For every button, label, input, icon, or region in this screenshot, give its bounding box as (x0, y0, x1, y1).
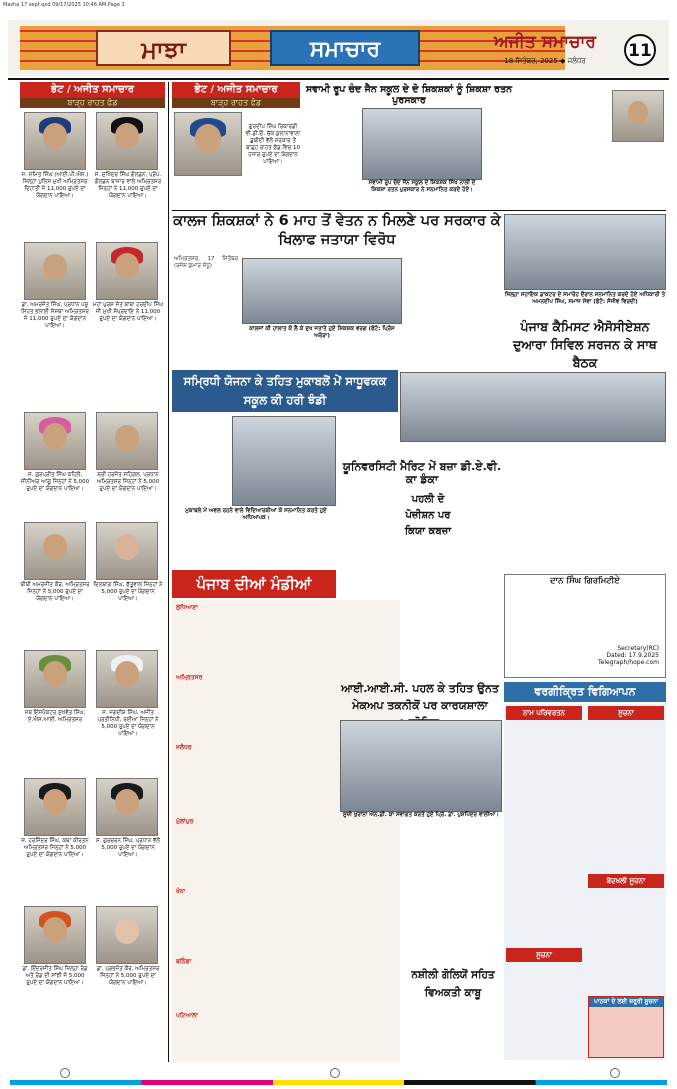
suchna-header: ਸੂਚਨਾ (588, 706, 664, 720)
paper-label: ਅਜੀਤ ਸਮਾਚਾਰ (74, 84, 135, 95)
pharma-headline: ਪੰਜਾਬ ਕੈਮਿਸਟ ਐਸੋਸੀਏਸ਼ਨ ਦੁਆਰਾ ਸਿਵਿਲ ਸਰਜਨ ਕੇ ਸਾਥ ਬੈਠਕ (513, 319, 657, 370)
registration-mark (610, 1068, 620, 1078)
dateline-separator: ◆ (560, 57, 568, 65)
flood-fund-subtitle: ਬਾੜ੍ਹ ਰਾਹਤ ਫੰਡ (172, 98, 300, 108)
market-name: ਮੁੱਲਾਂਪੁਰ (176, 818, 194, 825)
article-body (406, 256, 500, 368)
mandian-title: ਪੰਜਾਬ ਦੀਆਂ ਮੰਡੀਆਂ (172, 570, 336, 598)
market-name: ਅਮ੍ਰਿਤਸਰ (176, 674, 203, 681)
university-pull-quote: ਪਹਲੀ ਦੋ ਪੋਜ਼ੀਸ਼ਨ ਪਰ ਕਿਯਾ ਕਬਜ਼ਾ (404, 494, 452, 537)
color-calibration-bar (10, 1080, 667, 1085)
donor-photo (96, 906, 158, 964)
classified-body (506, 722, 582, 896)
donor-photo (96, 112, 158, 170)
donor-caption: ਬੀਬੀ ਅਮਰਜੀਤ ਕੌਰ, ਅਮ੍ਰਿਤਸਰ ਜਿਨ੍ਹਾਂ ਨੇ 5,000 ਰੁਪਏ ਦਾ ਯੋਗਦਾਨ ਪਾਇਆ। (20, 582, 90, 602)
donor-caption: ਗੁਰਦੀਪ ਸਿੰਘ ਰਿਕਾਰਡੀ ਵੀ.ਡੀ.ਓ. ਚੱਕ ਕੁਲਾਨਾਵਾਲਾ ਡੁਬੀਦੀ ਵੱਲੋਂ ਸਰਕਾਰ ਤੋਂ ਬਾਡ਼੍ਹ ਰਾਹਤ ਫੰਡ ਵਿਚ 10 ਹਜ਼ਾਰ ਰੁਪਏ ਦਾ ਯੋਗਦਾਨ ਪਾਇਆ। (245, 124, 301, 165)
article-body (404, 824, 452, 964)
article-body (242, 344, 402, 368)
section-rule (172, 210, 666, 211)
market-name: ਪਟਿਆਲਾ (176, 1012, 198, 1019)
award-headline: ਸਵਾਮੀ ਰੂਪ ਚੰਦ ਜੈਨ ਸਕੂਲ ਦੇ ਦੋ ਸ਼ਿਕਸ਼ਕਾਂ ਨੂੰ ਸ਼ਿਕਸ਼ਾ ਰਤਨ ਪੁਰਸਕਾਰ (305, 84, 513, 106)
market-name: ਜਲੰਧਰ (176, 744, 192, 751)
donor-caption: ਸ. ਗੁਰਚਰਨ ਸਿੰਘ, ਪ੍ਰਧਾਨ ਵੱਲੋਂ 5,000 ਰੁਪਏ ਦਾ ਯੋਗਦਾਨ ਪਾਇਆ। (95, 838, 161, 858)
donor-grid (20, 110, 165, 1070)
file-info-bar: Mazha 17 sept.qxd 09/17/2025 10:46 AM Page 1 (3, 2, 125, 8)
donor-caption: ਦਿਲਬਾਗ ਸਿੰਘ, ਫੱਤੂਵਾਲ ਜਿਨ੍ਹਾਂ ਨੇ 5,000 ਰੁਪਏ ਦਾ ਯੋਗਦਾਨ ਪਾਇਆ। (93, 582, 163, 602)
donor-caption: ਸ. ਗੁਰਪ੍ਰੀਤ ਸਿੰਘ ਕਹਿਲੋਂ, ਸੀਨੀਅਰ ਆਗੂ ਜਿਨ੍ਹਾਂ ਨੇ 5,000 ਰੁਪਏ ਦਾ ਯੋਗਦਾਨ ਪਾਇਆ। (20, 472, 90, 492)
article-body (404, 986, 502, 1062)
market-rates (176, 1022, 396, 1058)
felicitation-caption: ਜ਼ਿਲ੍ਹਾ ਸਹਾਇਕ ਡਾਕਟਰ ਦੇ ਸਮਾਰੋਹ ਦੌਰਾਨ ਸਨਮਾਨਿਤ ਕਰਦੇ ਹੋਏ ਅਧਿਕਾਰੀ ਤੇ ਅਮਨਦੀਪ ਸਿੰਘ, ਸਮਾਜ ਸੇਵਾ (ਫੋਟੋ: ਸੰਜੀਵ ਵਿਰਦੀ) (504, 292, 666, 305)
obituary-title: ਦਾਨ ਸਿੰਘ ਗਿਰਮਿਟੀਏ (550, 576, 620, 586)
donor-caption: ਸ. ਜਗਦੀਸ਼ ਸਿੰਘ, ਅਜੀਤ ਪ੍ਰਤੀਨਿਧੀ, ਰਈਆ ਜਿਨ੍ਹਾਂ ਨੇ 5,000 ਰੁਪਏ ਦਾ ਯੋਗਦਾਨ ਪਾਇਆ। (97, 710, 159, 737)
donor-caption: ਸਬ ਇੰਸਪੈਕਟਰ ਸੁਖਵੰਤ ਸਿੰਘ, ਏ.ਐਸ.ਆਈ. ਅਮ੍ਰਿਤਸਰ (24, 710, 86, 723)
article-body (612, 144, 664, 208)
market-name: ਲੁਧਿਆਣਾ (176, 604, 198, 611)
market-name: ਖੰਨਾ (176, 888, 186, 895)
drugs-headline: ਨਸ਼ੀਲੀ ਗੋਲਿਯੋਂ ਸਹਿਤ ਵਿਅਕਤੀ ਕਾਬੂ (411, 969, 495, 999)
workshop-photo (340, 720, 502, 812)
donor-photo (24, 906, 86, 964)
donor-caption: ਡਾ. ਪ੍ਰਭਜੋਤ ਕੌਰ, ਅਮ੍ਰਿਤਸਰ ਜਿਨ੍ਹਾਂ ਨੇ 5,000 ਰੁਪਏ ਦਾ ਯੋਗਦਾਨ ਪਾਇਆ। (96, 966, 160, 986)
donor-caption: ਸ. ਸਮਿਤ ਸਿੰਘ (ਆਈ.ਪੀ.ਐਸ.) ਜ਼ਿਲ੍ਹਾ ਪੁਲਿਸ ਮੁਖੀ ਅਮ੍ਰਿਤਸਰ ਦਿਹਾਤੀ ਜੋ 11,000 ਰੁਪਏ ਦਾ ਯੋਗਦਾਨ ਪਾਇਆ। (21, 172, 89, 199)
ad-email: Telegraph/hope.com (598, 659, 659, 666)
registration-mark (330, 1068, 340, 1078)
obituary-body (505, 587, 665, 645)
sign-date: Dated: 17.9.2025 (606, 652, 659, 659)
bhet-label: ਭੇਟ (50, 84, 64, 95)
donor-photo (24, 112, 86, 170)
award-photo-caption: ਸਵਾਮੀ ਰੂਪ ਚੰਦ ਜੈਨ ਸਕੂਲ ਦੇ ਸ਼ਿਕਸ਼ਕ ਸਿੱਖ ਨਾਲੀ ਦੇ ਸ਼ਿਕਸ਼ਾ ਰਤਨ ਪੁਰਸਕਾਰ ਨੇ ਸਨਮਾਨਿਤ ਕਰਦੇ ਹੋਏ। (368, 180, 476, 193)
article-body (504, 446, 666, 572)
article-body (456, 824, 502, 964)
obituary-ad (504, 574, 666, 678)
market-rates (176, 614, 396, 670)
samriddhi-headline: ਸਮ੍ਰਿਧੀ ਯੋਜਨਾ ਕੇ ਤਹਿਤ ਮੁਕਾਬਲੋਂ ਮੇਂ ਸਾਧੂਵਕਕ ਸਕੂਲ ਕੀ ਹਰੀ ਝੰਡੀ (183, 374, 387, 407)
classified-body (588, 890, 664, 1000)
suchna2-header: ਸੂਚਨਾ (506, 948, 582, 962)
masthead-samachar: ਸਮਾਚਾਰ (270, 30, 420, 66)
donor-photo (24, 650, 86, 708)
donor-photo (96, 778, 158, 836)
college-headline: ਕਾਲਜ ਸ਼ਿਕਸ਼ਕਾਂ ਨੇ 6 ਮਾਹ ਤੋਂ ਵੇਤਨ ਨ ਮਿਲਣੇ ਪਰ ਸਰਕਾਰ ਕੇ ਖਿਲਾਫ ਜਤਾਯਾ ਵਿਰੋਧ (173, 213, 501, 248)
market-rates (176, 898, 396, 954)
reader-notice-title: ਪਾਠਕਾਂ ਦੇ ਲਈ ਜ਼ਰੂਰੀ ਸੂਚਨਾ (589, 997, 663, 1007)
market-rates (176, 828, 396, 884)
column-rule (168, 82, 169, 1062)
name-change-header: ਨਾਮ ਪਰਿਵਰਤਨ (506, 706, 582, 720)
felicitation-photo (504, 214, 666, 290)
article-body (340, 416, 398, 556)
classified-body (506, 964, 582, 1058)
page-number: 11 (624, 34, 656, 66)
donor-caption: ਸ਼੍ਰੀ ਹਰਜੋਤ ਸਹਿਗਲ, ਪ੍ਰਧਾਨ ਅਮ੍ਰਿਤਸਰ ਜਿਨ੍ਹਾਂ ਨੇ 5,000 ਰੁਪਏ ਦਾ ਯੋਗਦਾਨ ਪਾਇਆ। (96, 472, 160, 492)
donor-photo (174, 112, 242, 176)
article-body (484, 108, 542, 208)
registration-mark (60, 1068, 70, 1078)
secretary-sign: Secretary(RC) (617, 645, 659, 652)
flood-fund-header-left (20, 82, 165, 108)
donor-photo (24, 778, 86, 836)
award-photo (362, 108, 482, 180)
college-photo-caption: ਕਾਲਜਾਂ ਕੀ ਹਾਲਾਤ ਕੋ ਲੈ ਕੇ ਦੁਖ ਜਤਾਤੇ ਹੁਏ ਸ਼ਿਕਸ਼ਕ ਵਰਗ (ਫੋਟੋ: ਪ੍ਰਿੰਸ ਅਰੋੜਾ) (249, 326, 395, 339)
article-body (174, 524, 336, 564)
market-name: ਬਠਿੰਡਾ (176, 958, 192, 965)
donor-caption: ਡਾ. ਇੰਦਰਜੀਤ ਸਿੰਘ ਜ਼ਿਲ੍ਹਾ ਰੋਡ ਅਤੇ ਰੋਡ ਦੀ ਸਾਂਝੀ ਜੋ 5,000 ਰੁਪਏ ਦਾ ਯੋਗਦਾਨ ਪਾਇਆ। (22, 966, 88, 986)
bedkhli-header: ਬੇਦਖਲੀ ਸੂਚਨਾ (588, 874, 664, 888)
paper-label: ਅਜੀਤ ਸਮਾਚਾਰ (217, 84, 278, 95)
donor-photo (24, 522, 86, 580)
article-body (460, 492, 500, 642)
donor-photo (24, 242, 86, 300)
article-body (174, 416, 230, 516)
flood-fund-title: ਭੇਟ / ਅਜੀਤ ਸਮਾਚਾਰ (20, 82, 165, 98)
newspaper-title: ਅਜੀਤ ਸਮਾਚਾਰ (494, 32, 596, 52)
donor-photo (96, 522, 158, 580)
university-headline: ਯੂਨਿਵਰਸਿਟੀ ਮੈਰਿਟ ਮੇਂ ਬਜ਼ਾ ਡੀ.ਏ.ਵੀ. ਕਾ ਡੰਕਾ (342, 460, 502, 486)
reader-notice (588, 996, 664, 1058)
classified-body (588, 722, 664, 872)
masthead-dateline (470, 54, 620, 68)
article-body (546, 94, 608, 208)
workshop-headline: ਆਈ.ਆਈ.ਸੀ. ਪਹਲ ਕੇ ਤਹਿਤ ਉਨਤ ਮੇਕਅਪ ਤਕਨੀਕੋਂ ਪਰ ਕਾਰਯਸ਼ਾਲਾ (341, 682, 499, 712)
article-body (304, 108, 360, 208)
bhet-label: ਭੇਟ (194, 84, 207, 95)
college-photo (242, 258, 402, 324)
donor-caption: ਸ. ਹਰਜਿੰਦਰ ਸਿੰਘ, ਕਥਾ ਕੀਰਤਨ ਅਮ੍ਰਿਤਸਰ ਜਿਨ੍ਹਾਂ ਨੇ 5,000 ਰੁਪਏ ਦਾ ਯੋਗਦਾਨ ਪਾਇਆ। (21, 838, 89, 858)
donor-caption: ਮਹਾਂ ਪੁਰਸ਼ ਸੰਤ ਬਾਬਾ ਹਰਦੀਪ ਸਿੰਘ ਜੀ ਮੁਖੀ ਸੰਪ੍ਰਦਾਇ ਨੇ 11,000 ਰੁਪਏ ਦਾ ਯੋਗਦਾਨ ਪਾਇਆ। (92, 302, 164, 322)
mandian-table (172, 600, 400, 1062)
donor-photo (24, 412, 86, 470)
samriddhi-photo-caption: ਮੁਕਾਬਲੇ ਮੇਂ ਅਵਲ ਰਹਨੇ ਵਾਲੇ ਵਿਦਿਆਰਥੀਆਂ ਕੋ ਸਨਮਾਨਿਤ ਕਰਤੇ ਹੁਏ ਅਧਿਆਪਕ। (185, 508, 327, 521)
donor-photo (96, 242, 158, 300)
flood-fund-header-right (172, 82, 300, 108)
donor-caption: ਡਾ. ਅਮਰਜੋਤ ਸਿੰਘ, ਪ੍ਰਧਾਨ ਪਸ਼ੂ ਸਿਹਤ ਭਲਾਈ ਸੰਸਥਾ ਅਮ੍ਰਿਤਸਰ ਜੋ 11,000 ਰੁਪਏ ਦਾ ਯੋਗਦਾਨ ਪਾਇਆ। (21, 302, 89, 329)
classifieds-area (504, 704, 666, 1060)
pharma-photo (400, 372, 666, 442)
masthead-rule (8, 78, 669, 80)
college-dateline: ਅਮ੍ਰਿਤਸਰ, 17 ਸਿਤੰਬਰ (ਰਜੇਸ਼ ਕੁਮਾਰ ਸੰਧੂ) (174, 256, 238, 269)
donor-caption: ਸ. ਸੁਖਿੰਦਰ ਸਿੰਘ ਗੋਲਡਨ, ਪ੍ਰੋਪ. ਗੋਲਡਨ ਬਾਜ਼ਾਰ ਵਾਲੇ ਅਮ੍ਰਿਤਸਰ ਜਿਨ੍ਹਾਂ ਨੇ 11,000 ਰੁਪਏ ਦਾ ਯੋਗਦਾਨ ਪਾਇਆ। (94, 172, 162, 199)
flood-fund-subtitle: ਬਾੜ੍ਹ ਰਾਹਤ ਫੰਡ (20, 98, 165, 108)
workshop-photo-caption: ਸੂਜ਼ੀ ਖੁਰਾਨਾ ਐਨ.ਡੀ. ਕਾ ਸਵਾਗਤ ਕਰਤੇ ਹੁਏ ਪ੍ਰਿੰ. ਡਾ. ਪੁਸ਼ਪਿੰਦਰ ਵਾਲੀਆ। (343, 812, 499, 818)
news-photo (612, 90, 664, 142)
masthead-mazha: ਮਾਝਾ (96, 30, 231, 66)
classified-title: ਵਰਗੀਕ੍ਰਿਤ ਵਿਗਿਆਪਨ (504, 682, 666, 702)
samriddhi-photo (232, 416, 336, 506)
flood-fund-title: ਭੇਟ / ਅਜੀਤ ਸਮਾਚਾਰ (172, 82, 300, 98)
university-photo-caption (400, 444, 500, 458)
donor-photo (96, 650, 158, 708)
issue-city: ਜਲੰਧਰ (567, 57, 586, 65)
donor-photo (96, 412, 158, 470)
article-body (400, 544, 456, 644)
market-rates (176, 968, 396, 1008)
issue-date: 18 ਸਿਤੰਬਰ, 2025 (504, 57, 558, 65)
